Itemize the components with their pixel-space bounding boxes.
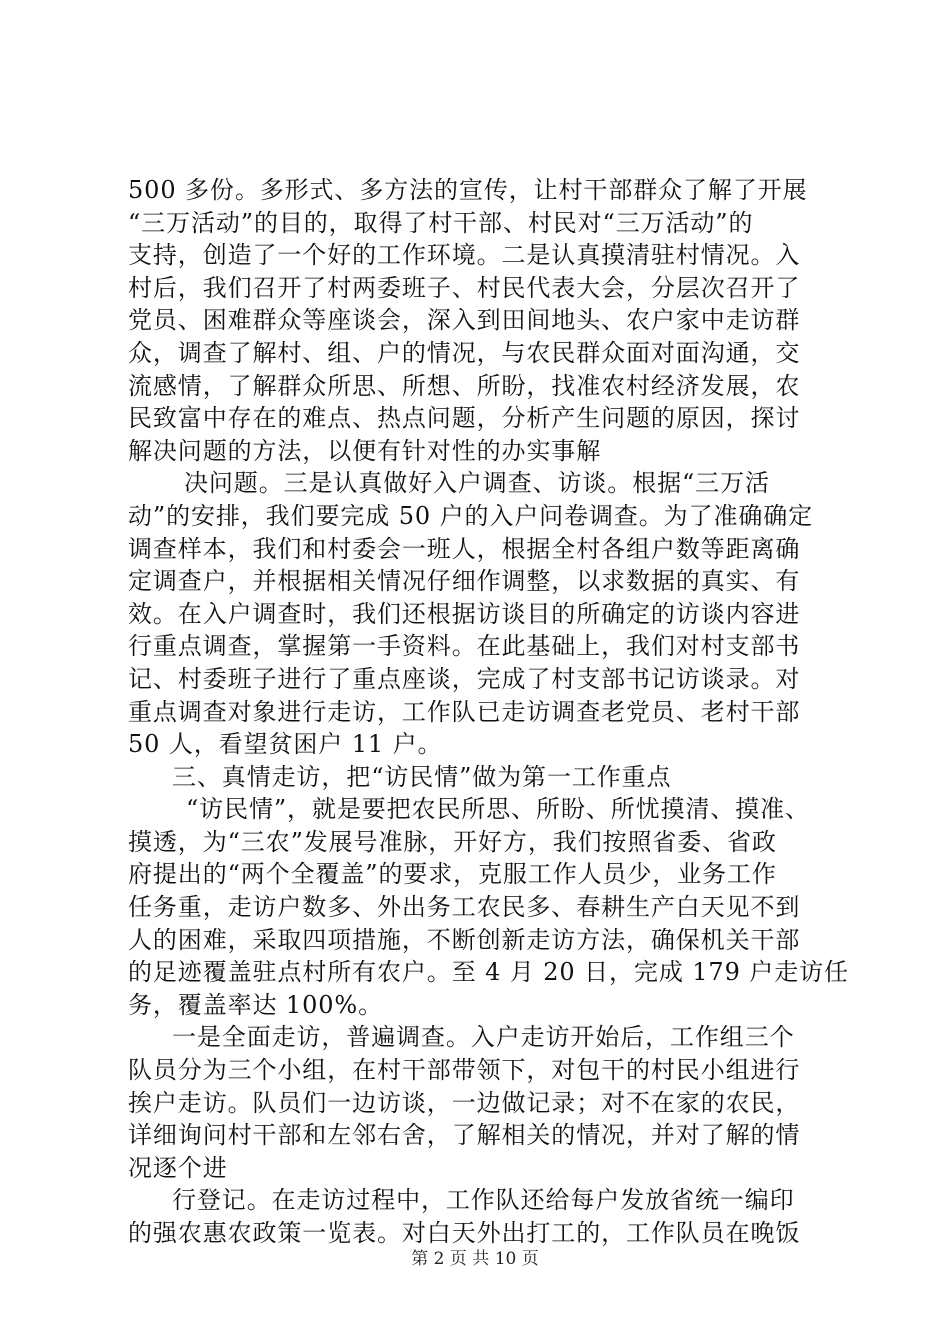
text-line: 人的困难，采取四项措施，不断创新走访方法，确保机关干部 (128, 925, 801, 954)
text-line: 党员、困难群众等座谈会，深入到田间地头、农户家中走访群 (128, 306, 801, 335)
text-line: 行登记。在走访过程中，工作队还给每户发放省统一编印 (172, 1186, 795, 1215)
text-line: 民致富中存在的难点、热点问题，分析产生问题的原因，探讨 (128, 404, 801, 433)
text-line: 记、村委班子进行了重点座谈，完成了村支部书记访谈录。对 (128, 664, 801, 693)
text-line: “三万活动”的目的，取得了村干部、村民对“三万活动”的 (128, 208, 754, 237)
text-line: 众，调查了解村、组、户的情况，与农民群众面对面沟通，交 (128, 338, 801, 367)
section-heading: 三、真情走访，把“访民情”做为第一工作重点 (172, 762, 672, 791)
text-line: 府提出的“两个全覆盖”的要求，克服工作人员少，业务工作 (128, 860, 777, 889)
text-line: 况逐个进 (128, 1153, 228, 1182)
document-body (128, 174, 849, 1250)
text-line: 50 人，看望贫困户 11 户。 (128, 730, 443, 759)
text-line: 动”的安排，我们要完成 50 户的入户问卷调查。为了准确确定 (128, 501, 814, 530)
text-line: 支持，创造了一个好的工作环境。二是认真摸清驻村情况。入 (128, 241, 801, 270)
text-line: 的强农惠农政策一览表。对白天外出打工的，工作队员在晚饭 (128, 1219, 801, 1247)
text-line: 务，覆盖率达 100%。 (128, 990, 384, 1019)
page-number-footer: 第 2 页 共 10 页 (411, 1249, 539, 1269)
text-line: 决问题。三是认真做好入户调查、访谈。根据“三万活 (184, 469, 770, 498)
text-line: 村后，我们召开了村两委班子、村民代表大会，分层次召开了 (128, 273, 801, 302)
text-line: “访民情”，就是要把农民所思、所盼、所忧摸清、摸准、 (186, 795, 810, 824)
text-line: 的足迹覆盖驻点村所有农户。至 4 月 20 日，完成 179 户走访任 (128, 958, 849, 987)
text-line: 重点调查对象进行走访，工作队已走访调查老党员、老村干部 (128, 697, 801, 726)
text-line: 定调查户，并根据相关情况仔细作调整，以求数据的真实、有 (128, 567, 801, 596)
text-line: 500 多份。多形式、多方法的宣传，让村干部群众了解了开展 (128, 176, 808, 204)
text-line: 详细询问村干部和左邻右舍，了解相关的情况，并对了解的情 (128, 1121, 801, 1150)
text-line: 调查样本，我们和村委会一班人，根据全村各组户数等距离确 (128, 534, 801, 563)
text-line: 一是全面走访，普遍调查。入户走访开始后，工作组三个 (172, 1023, 795, 1052)
text-line: 挨户走访。队员们一边访谈，一边做记录；对不在家的农民， (128, 1088, 801, 1117)
text-line: 行重点调查，掌握第一手资料。在此基础上，我们对村支部书 (128, 632, 801, 661)
text-line: 任务重，走访户数多、外出务工农民多、春耕生产白天见不到 (128, 893, 801, 922)
text-line: 摸透，为“三农”发展号准脉，开好方，我们按照省委、省政 (128, 827, 777, 856)
text-line: 队员分为三个小组，在村干部带领下，对包干的村民小组进行 (128, 1056, 801, 1085)
text-line: 流感情，了解群众所思、所想、所盼，找准农村经济发展，农 (128, 371, 801, 400)
text-line: 解决问题的方法，以便有针对性的办实事解 (128, 436, 602, 465)
text-line: 效。在入户调查时，我们还根据访谈目的所确定的访谈内容进 (128, 599, 801, 628)
